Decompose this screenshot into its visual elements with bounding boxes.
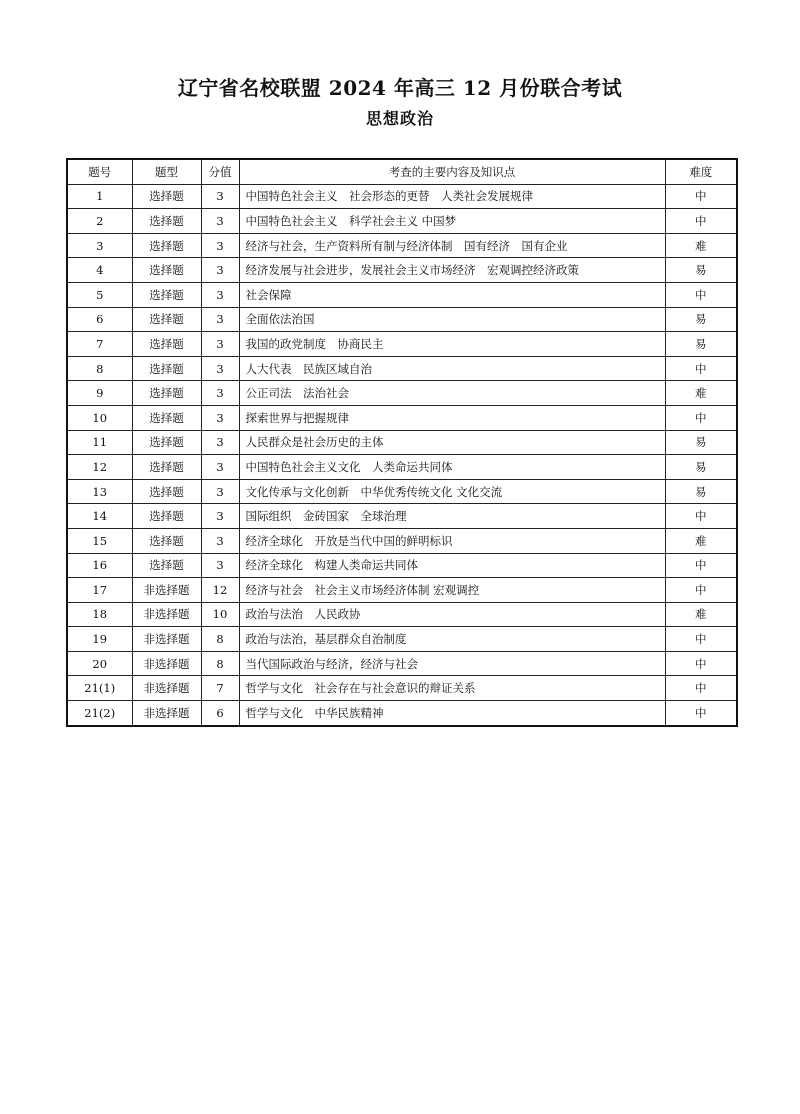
cell-difficulty: 易: [665, 332, 737, 357]
cell-difficulty: 中: [665, 356, 737, 381]
cell-type: 非选择题: [132, 627, 201, 652]
table-row: [67, 578, 737, 603]
cell-number: 6: [67, 307, 132, 332]
table-row: [67, 455, 737, 480]
cell-number: 21(2): [67, 701, 132, 726]
cell-content: 经济全球化 开放是当代中国的鲜明标识: [239, 528, 665, 553]
table-row: [67, 258, 737, 283]
cell-number: 20: [67, 651, 132, 676]
cell-content: 政治与法治 人民政协: [239, 602, 665, 627]
table-row: [67, 602, 737, 627]
table-row: [67, 233, 737, 258]
column-header-type: 题型: [132, 159, 201, 184]
column-header-number: 题号: [67, 159, 132, 184]
cell-difficulty: 难: [665, 381, 737, 406]
cell-number: 8: [67, 356, 132, 381]
cell-content: 探索世界与把握规律: [239, 405, 665, 430]
column-header-score: 分值: [201, 159, 239, 184]
cell-score: 3: [201, 553, 239, 578]
column-header-content: 考查的主要内容及知识点: [239, 159, 665, 184]
cell-difficulty: 中: [665, 701, 737, 726]
cell-number: 14: [67, 504, 132, 529]
cell-score: 8: [201, 651, 239, 676]
cell-type: 选择题: [132, 430, 201, 455]
cell-number: 5: [67, 282, 132, 307]
cell-difficulty: 难: [665, 233, 737, 258]
cell-type: 选择题: [132, 504, 201, 529]
cell-type: 选择题: [132, 233, 201, 258]
cell-type: 选择题: [132, 209, 201, 234]
cell-content: 经济全球化 构建人类命运共同体: [239, 553, 665, 578]
cell-content: 政治与法治，基层群众自治制度: [239, 627, 665, 652]
cell-score: 3: [201, 233, 239, 258]
table-row: [67, 479, 737, 504]
cell-type: 非选择题: [132, 651, 201, 676]
cell-difficulty: 中: [665, 405, 737, 430]
cell-type: 选择题: [132, 258, 201, 283]
cell-difficulty: 难: [665, 602, 737, 627]
cell-score: 3: [201, 258, 239, 283]
cell-type: 非选择题: [132, 578, 201, 603]
cell-content: 国际组织 金砖国家 全球治理: [239, 504, 665, 529]
table-header-row: [67, 159, 737, 184]
cell-score: 3: [201, 356, 239, 381]
table-row: [67, 356, 737, 381]
cell-difficulty: 中: [665, 578, 737, 603]
cell-content: 经济发展与社会进步，发展社会主义市场经济 宏观调控经济政策: [239, 258, 665, 283]
cell-content: 经济与社会 社会主义市场经济体制 宏观调控: [239, 578, 665, 603]
cell-difficulty: 易: [665, 479, 737, 504]
cell-number: 12: [67, 455, 132, 480]
table-row: [67, 332, 737, 357]
cell-content: 人大代表 民族区域自治: [239, 356, 665, 381]
table-row: [67, 405, 737, 430]
cell-difficulty: 易: [665, 307, 737, 332]
cell-number: 1: [67, 184, 132, 209]
cell-difficulty: 中: [665, 627, 737, 652]
cell-score: 7: [201, 676, 239, 701]
cell-difficulty: 中: [665, 184, 737, 209]
cell-difficulty: 中: [665, 553, 737, 578]
cell-number: 13: [67, 479, 132, 504]
page-subtitle: 思想政治: [365, 109, 434, 128]
table-row: [67, 381, 737, 406]
cell-type: 选择题: [132, 332, 201, 357]
cell-content: 社会保障: [239, 282, 665, 307]
cell-number: 2: [67, 209, 132, 234]
table-row: [67, 430, 737, 455]
table-row: [67, 553, 737, 578]
cell-content: 哲学与文化 社会存在与社会意识的辩证关系: [239, 676, 665, 701]
cell-type: 选择题: [132, 528, 201, 553]
cell-type: 选择题: [132, 553, 201, 578]
cell-number: 19: [67, 627, 132, 652]
cell-score: 10: [201, 602, 239, 627]
cell-number: 15: [67, 528, 132, 553]
cell-content: 文化传承与文化创新 中华优秀传统文化 文化交流: [239, 479, 665, 504]
cell-type: 选择题: [132, 405, 201, 430]
cell-type: 选择题: [132, 381, 201, 406]
table-row: [67, 307, 737, 332]
cell-difficulty: 易: [665, 430, 737, 455]
page-title: 辽宁省名校联盟 2024 年高三 12 月份联合考试: [177, 76, 623, 100]
cell-content: 全面依法治国: [239, 307, 665, 332]
cell-difficulty: 中: [665, 676, 737, 701]
cell-difficulty: 易: [665, 258, 737, 283]
cell-difficulty: 中: [665, 209, 737, 234]
cell-content: 当代国际政治与经济，经济与社会: [239, 651, 665, 676]
table-row: [67, 209, 737, 234]
cell-score: 3: [201, 504, 239, 529]
table-row: [67, 651, 737, 676]
cell-difficulty: 易: [665, 455, 737, 480]
table-row: [67, 701, 737, 726]
cell-content: 哲学与文化 中华民族精神: [239, 701, 665, 726]
cell-score: 8: [201, 627, 239, 652]
cell-score: 3: [201, 479, 239, 504]
cell-type: 选择题: [132, 307, 201, 332]
table-row: [67, 528, 737, 553]
cell-number: 3: [67, 233, 132, 258]
cell-number: 17: [67, 578, 132, 603]
cell-score: 3: [201, 209, 239, 234]
cell-difficulty: 中: [665, 651, 737, 676]
cell-type: 选择题: [132, 282, 201, 307]
cell-score: 3: [201, 184, 239, 209]
cell-score: 3: [201, 282, 239, 307]
cell-content: 公正司法 法治社会: [239, 381, 665, 406]
cell-type: 选择题: [132, 184, 201, 209]
cell-content: 经济与社会，生产资料所有制与经济体制 国有经济 国有企业: [239, 233, 665, 258]
cell-content: 人民群众是社会历史的主体: [239, 430, 665, 455]
cell-score: 12: [201, 578, 239, 603]
table-row: [67, 282, 737, 307]
table-row: [67, 627, 737, 652]
column-header-difficulty: 难度: [665, 159, 737, 184]
table-row: [67, 504, 737, 529]
cell-number: 9: [67, 381, 132, 406]
cell-number: 11: [67, 430, 132, 455]
cell-type: 非选择题: [132, 676, 201, 701]
cell-difficulty: 中: [665, 504, 737, 529]
cell-score: 3: [201, 405, 239, 430]
cell-score: 3: [201, 332, 239, 357]
cell-type: 选择题: [132, 356, 201, 381]
cell-number: 21(1): [67, 676, 132, 701]
table-row: [67, 184, 737, 209]
cell-type: 非选择题: [132, 602, 201, 627]
cell-number: 18: [67, 602, 132, 627]
cell-number: 7: [67, 332, 132, 357]
cell-score: 3: [201, 307, 239, 332]
cell-type: 选择题: [132, 479, 201, 504]
exam-spec-table: [66, 158, 738, 727]
cell-type: 非选择题: [132, 701, 201, 726]
cell-content: 我国的政党制度 协商民主: [239, 332, 665, 357]
cell-number: 10: [67, 405, 132, 430]
cell-content: 中国特色社会主义 科学社会主义 中国梦: [239, 209, 665, 234]
cell-number: 16: [67, 553, 132, 578]
cell-score: 3: [201, 381, 239, 406]
cell-score: 3: [201, 430, 239, 455]
cell-type: 选择题: [132, 455, 201, 480]
cell-score: 3: [201, 455, 239, 480]
table-row: [67, 676, 737, 701]
cell-content: 中国特色社会主义 社会形态的更替 人类社会发展规律: [239, 184, 665, 209]
cell-number: 4: [67, 258, 132, 283]
cell-difficulty: 难: [665, 528, 737, 553]
cell-content: 中国特色社会主义文化 人类命运共同体: [239, 455, 665, 480]
cell-score: 3: [201, 528, 239, 553]
cell-difficulty: 中: [665, 282, 737, 307]
cell-score: 6: [201, 701, 239, 726]
